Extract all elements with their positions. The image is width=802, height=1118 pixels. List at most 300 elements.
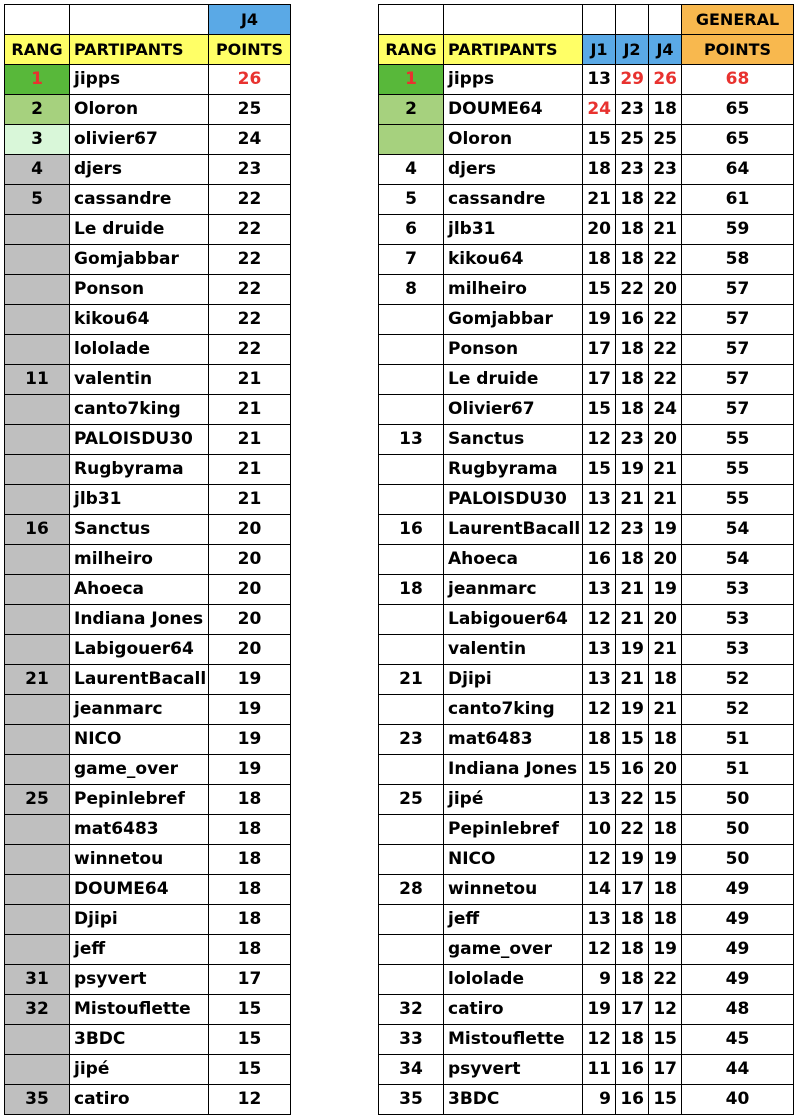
total-points-cell: 51	[682, 725, 794, 755]
rank-cell: 21	[5, 665, 70, 695]
rank-header: RANG	[5, 35, 70, 65]
table-row	[379, 605, 794, 635]
j2-cell: 21	[616, 605, 649, 635]
rank-cell: 11	[5, 365, 70, 395]
points-cell: 18	[209, 815, 291, 845]
total-points-cell: 58	[682, 245, 794, 275]
j4-cell: 21	[649, 635, 682, 665]
participant-name: Olivier67	[444, 395, 583, 425]
total-points-cell: 49	[682, 965, 794, 995]
j4-cell: 22	[649, 335, 682, 365]
j2-cell: 22	[616, 275, 649, 305]
total-points-cell: 55	[682, 485, 794, 515]
participant-name: psyvert	[70, 965, 209, 995]
table-row	[379, 935, 794, 965]
total-points-cell: 57	[682, 395, 794, 425]
blank-cell	[649, 5, 682, 35]
table-row	[5, 785, 291, 815]
participant-name: psyvert	[444, 1055, 583, 1085]
j2-cell: 19	[616, 455, 649, 485]
participant-name: lololade	[70, 335, 209, 365]
total-points-cell: 55	[682, 455, 794, 485]
total-points-cell: 57	[682, 275, 794, 305]
participant-name: milheiro	[444, 275, 583, 305]
table-row	[5, 965, 291, 995]
table-row	[379, 485, 794, 515]
j4-cell: 15	[649, 785, 682, 815]
table-row	[379, 155, 794, 185]
table-row	[5, 995, 291, 1025]
j4-cell: 18	[649, 815, 682, 845]
rank-cell: 5	[5, 185, 70, 215]
participant-name: winnetou	[70, 845, 209, 875]
blank-cell	[583, 5, 616, 35]
points-cell: 21	[209, 485, 291, 515]
points-cell: 21	[209, 425, 291, 455]
rank-cell	[379, 845, 444, 875]
participant-name: jipé	[444, 785, 583, 815]
points-cell: 19	[209, 725, 291, 755]
points-cell: 19	[209, 665, 291, 695]
j4-cell: 19	[649, 515, 682, 545]
table-row	[5, 845, 291, 875]
j4-cell: 19	[649, 845, 682, 875]
table-row	[379, 755, 794, 785]
rank-cell: 2	[379, 95, 444, 125]
rank-cell: 35	[5, 1085, 70, 1115]
rank-cell: 4	[5, 155, 70, 185]
table-row	[5, 305, 291, 335]
j2-cell: 19	[616, 635, 649, 665]
points-cell: 18	[209, 875, 291, 905]
j2-cell: 17	[616, 875, 649, 905]
participant-name: Oloron	[444, 125, 583, 155]
points-cell: 21	[209, 455, 291, 485]
j2-cell: 16	[616, 1085, 649, 1115]
points-cell: 22	[209, 215, 291, 245]
participant-name: mat6483	[444, 725, 583, 755]
j2-cell: 18	[616, 965, 649, 995]
j1-cell: 21	[583, 185, 616, 215]
participant-name: cassandre	[70, 185, 209, 215]
j4-cell: 15	[649, 1025, 682, 1055]
points-cell: 20	[209, 545, 291, 575]
j2-cell: 18	[616, 335, 649, 365]
rank-cell: 16	[5, 515, 70, 545]
j4-cell: 21	[649, 215, 682, 245]
j2-cell: 18	[616, 395, 649, 425]
points-cell: 19	[209, 695, 291, 725]
table-row	[5, 1025, 291, 1055]
j2-cell: 18	[616, 935, 649, 965]
j1-header: J1	[583, 35, 616, 65]
blank-cell	[5, 5, 70, 35]
table-row	[5, 695, 291, 725]
j1-cell: 12	[583, 845, 616, 875]
table-row	[5, 905, 291, 935]
table-row	[5, 515, 291, 545]
rank-cell	[5, 1055, 70, 1085]
rank-cell: 32	[379, 995, 444, 1025]
total-points-cell: 55	[682, 425, 794, 455]
j4-cell: 15	[649, 1085, 682, 1115]
rank-cell: 35	[379, 1085, 444, 1115]
points-cell: 18	[209, 905, 291, 935]
j1-cell: 12	[583, 515, 616, 545]
participant-name: Pepinlebref	[70, 785, 209, 815]
j4-cell: 22	[649, 245, 682, 275]
participant-name: catiro	[70, 1085, 209, 1115]
participant-name: Indiana Jones	[70, 605, 209, 635]
rank-cell: 21	[379, 665, 444, 695]
rank-cell: 28	[379, 875, 444, 905]
j1-cell: 13	[583, 635, 616, 665]
general-header-row	[379, 5, 794, 35]
rank-cell: 32	[5, 995, 70, 1025]
table-row	[5, 455, 291, 485]
participant-name: Djipi	[70, 905, 209, 935]
j1-cell: 12	[583, 425, 616, 455]
participant-name: cassandre	[444, 185, 583, 215]
rank-cell	[379, 485, 444, 515]
points-cell: 22	[209, 185, 291, 215]
participant-name: jeff	[444, 905, 583, 935]
j4-cell: 21	[649, 485, 682, 515]
total-points-cell: 61	[682, 185, 794, 215]
total-points-cell: 51	[682, 755, 794, 785]
rank-cell: 25	[379, 785, 444, 815]
j1-cell: 13	[583, 575, 616, 605]
total-points-cell: 53	[682, 575, 794, 605]
rank-cell: 4	[379, 155, 444, 185]
points-cell: 24	[209, 125, 291, 155]
rank-cell	[379, 605, 444, 635]
table-row	[5, 425, 291, 455]
participant-name: djers	[70, 155, 209, 185]
rank-cell	[5, 485, 70, 515]
rank-cell	[5, 755, 70, 785]
j4-cell: 20	[649, 275, 682, 305]
participant-name: Ponson	[444, 335, 583, 365]
j2-cell: 18	[616, 905, 649, 935]
points-cell: 22	[209, 305, 291, 335]
j2-cell: 25	[616, 125, 649, 155]
j2-cell: 15	[616, 725, 649, 755]
participant-name: NICO	[70, 725, 209, 755]
participant-name: mat6483	[70, 815, 209, 845]
blank-cell	[444, 5, 583, 35]
j1-cell: 19	[583, 305, 616, 335]
table-row	[379, 125, 794, 155]
j1-cell: 17	[583, 365, 616, 395]
points-cell: 18	[209, 935, 291, 965]
points-cell: 12	[209, 1085, 291, 1115]
j1-cell: 9	[583, 1085, 616, 1115]
rank-cell	[379, 335, 444, 365]
participant-name: canto7king	[70, 395, 209, 425]
j1-cell: 15	[583, 755, 616, 785]
participant-name: 3BDC	[444, 1085, 583, 1115]
rank-cell	[5, 215, 70, 245]
total-points-cell: 57	[682, 335, 794, 365]
j4-cell: 19	[649, 575, 682, 605]
points-cell: 15	[209, 995, 291, 1025]
table-row	[379, 815, 794, 845]
table-row	[379, 365, 794, 395]
table-row	[5, 665, 291, 695]
participant-name: DOUME64	[444, 95, 583, 125]
participant-name: Indiana Jones	[444, 755, 583, 785]
j4-cell: 18	[649, 665, 682, 695]
j1-cell: 14	[583, 875, 616, 905]
total-points-cell: 57	[682, 365, 794, 395]
participant-name: kikou64	[70, 305, 209, 335]
table-row	[5, 575, 291, 605]
j2-cell: 18	[616, 215, 649, 245]
round-header: J4	[209, 5, 291, 35]
column-header-row	[5, 35, 291, 65]
table-row	[379, 1025, 794, 1055]
total-points-cell: 54	[682, 545, 794, 575]
points-cell: 20	[209, 575, 291, 605]
rank-cell	[5, 275, 70, 305]
participant-name: jeanmarc	[70, 695, 209, 725]
j2-cell: 16	[616, 755, 649, 785]
j4-cell: 22	[649, 365, 682, 395]
rank-cell	[5, 545, 70, 575]
table-row	[5, 485, 291, 515]
participant-name: Mistouflette	[444, 1025, 583, 1055]
table-row	[379, 95, 794, 125]
total-points-cell: 59	[682, 215, 794, 245]
j1-cell: 18	[583, 245, 616, 275]
j4-cell: 22	[649, 965, 682, 995]
rank-cell	[5, 845, 70, 875]
participant-name: Labigouer64	[70, 635, 209, 665]
total-points-cell: 49	[682, 875, 794, 905]
j2-cell: 22	[616, 785, 649, 815]
participant-name: Oloron	[70, 95, 209, 125]
column-header-row	[379, 35, 794, 65]
table-row	[379, 635, 794, 665]
table-row	[379, 1055, 794, 1085]
points-cell: 20	[209, 605, 291, 635]
j2-cell: 23	[616, 95, 649, 125]
j4-cell: 20	[649, 605, 682, 635]
rank-cell: 34	[379, 1055, 444, 1085]
table-row	[379, 845, 794, 875]
rank-cell: 33	[379, 1025, 444, 1055]
participant-name: Ponson	[70, 275, 209, 305]
points-cell: 18	[209, 785, 291, 815]
participant-name: Labigouer64	[444, 605, 583, 635]
rank-cell: 7	[379, 245, 444, 275]
rank-cell	[5, 695, 70, 725]
j4-cell: 22	[649, 305, 682, 335]
rank-cell: 13	[379, 425, 444, 455]
j1-cell: 9	[583, 965, 616, 995]
round-ranking-table	[4, 4, 291, 1115]
rank-cell: 3	[5, 125, 70, 155]
participant-name: jipps	[70, 65, 209, 95]
table-row	[5, 935, 291, 965]
j1-cell: 15	[583, 455, 616, 485]
participant-name: Le druide	[70, 215, 209, 245]
j2-cell: 21	[616, 575, 649, 605]
j1-cell: 12	[583, 1025, 616, 1055]
j1-cell: 18	[583, 725, 616, 755]
rank-cell	[5, 635, 70, 665]
total-points-cell: 48	[682, 995, 794, 1025]
participant-name: Gomjabbar	[444, 305, 583, 335]
participant-name: Rugbyrama	[70, 455, 209, 485]
points-cell: 21	[209, 365, 291, 395]
points-cell: 20	[209, 635, 291, 665]
table-row	[379, 665, 794, 695]
j2-cell: 23	[616, 155, 649, 185]
j2-cell: 19	[616, 845, 649, 875]
round-header-row	[5, 5, 291, 35]
j1-cell: 18	[583, 155, 616, 185]
j4-cell: 17	[649, 1055, 682, 1085]
table-row	[5, 65, 291, 95]
table-row	[5, 125, 291, 155]
general-header: GENERAL	[682, 5, 794, 35]
rank-cell	[379, 755, 444, 785]
j2-cell: 21	[616, 485, 649, 515]
table-row	[379, 1085, 794, 1115]
j1-cell: 13	[583, 485, 616, 515]
rank-cell: 8	[379, 275, 444, 305]
participant-name: Sanctus	[70, 515, 209, 545]
participant-name: jeanmarc	[444, 575, 583, 605]
points-cell: 22	[209, 335, 291, 365]
total-points-cell: 49	[682, 905, 794, 935]
total-points-cell: 53	[682, 605, 794, 635]
rank-cell: 18	[379, 575, 444, 605]
rank-cell	[5, 605, 70, 635]
participant-name: 3BDC	[70, 1025, 209, 1055]
rank-cell	[5, 575, 70, 605]
points-cell: 18	[209, 845, 291, 875]
total-points-cell: 40	[682, 1085, 794, 1115]
table-row	[5, 245, 291, 275]
rank-cell	[379, 395, 444, 425]
participant-name: Mistouflette	[70, 995, 209, 1025]
table-row	[5, 335, 291, 365]
table-row	[379, 335, 794, 365]
rank-cell	[379, 545, 444, 575]
table-row	[5, 815, 291, 845]
rank-cell: 16	[379, 515, 444, 545]
j4-cell: 18	[649, 875, 682, 905]
table-row	[379, 185, 794, 215]
j2-cell: 22	[616, 815, 649, 845]
j4-cell: 24	[649, 395, 682, 425]
j1-cell: 13	[583, 665, 616, 695]
participant-name: game_over	[444, 935, 583, 965]
j2-cell: 18	[616, 185, 649, 215]
rank-cell: 6	[379, 215, 444, 245]
participant-name: lololade	[444, 965, 583, 995]
points-cell: 19	[209, 755, 291, 785]
participant-name: jipé	[70, 1055, 209, 1085]
total-points-cell: 53	[682, 635, 794, 665]
table-row	[5, 605, 291, 635]
total-points-cell: 50	[682, 845, 794, 875]
j4-cell: 18	[649, 905, 682, 935]
total-points-cell: 50	[682, 815, 794, 845]
participant-name: Sanctus	[444, 425, 583, 455]
rank-cell	[379, 305, 444, 335]
participant-name: olivier67	[70, 125, 209, 155]
rank-cell	[379, 635, 444, 665]
participant-name: NICO	[444, 845, 583, 875]
total-points-cell: 65	[682, 125, 794, 155]
rank-cell	[5, 815, 70, 845]
table-row	[379, 695, 794, 725]
rank-cell	[379, 905, 444, 935]
blank-cell	[616, 5, 649, 35]
total-points-cell: 65	[682, 95, 794, 125]
rank-header: RANG	[379, 35, 444, 65]
total-points-cell: 57	[682, 305, 794, 335]
rank-cell	[5, 425, 70, 455]
j4-cell: 22	[649, 185, 682, 215]
participant-name: Ahoeca	[444, 545, 583, 575]
j1-cell: 24	[583, 95, 616, 125]
participant-name: Ahoeca	[70, 575, 209, 605]
participant-name: winnetou	[444, 875, 583, 905]
participant-name: PALOISDU30	[444, 485, 583, 515]
participant-name: catiro	[444, 995, 583, 1025]
total-points-cell: 68	[682, 65, 794, 95]
table-row	[379, 305, 794, 335]
rank-cell	[5, 935, 70, 965]
total-points-cell: 64	[682, 155, 794, 185]
j4-cell: 12	[649, 995, 682, 1025]
participant-name: Rugbyrama	[444, 455, 583, 485]
table-row	[379, 215, 794, 245]
points-cell: 22	[209, 245, 291, 275]
table-row	[5, 215, 291, 245]
j2-cell: 18	[616, 1025, 649, 1055]
table-row	[5, 635, 291, 665]
participant-name: jipps	[444, 65, 583, 95]
participant-name: Pepinlebref	[444, 815, 583, 845]
table-row	[5, 1085, 291, 1115]
participants-header: PARTIPANTS	[444, 35, 583, 65]
table-row	[379, 995, 794, 1025]
j4-cell: 26	[649, 65, 682, 95]
j2-cell: 21	[616, 665, 649, 695]
j1-cell: 17	[583, 335, 616, 365]
points-header: POINTS	[209, 35, 291, 65]
table-row	[5, 545, 291, 575]
table-row	[5, 725, 291, 755]
rank-cell	[5, 245, 70, 275]
table-row	[5, 275, 291, 305]
table-row	[379, 545, 794, 575]
table-row	[5, 365, 291, 395]
rank-cell: 5	[379, 185, 444, 215]
participant-name: valentin	[444, 635, 583, 665]
participant-name: jlb31	[444, 215, 583, 245]
rank-cell: 1	[379, 65, 444, 95]
total-points-cell: 45	[682, 1025, 794, 1055]
total-points-cell: 50	[682, 785, 794, 815]
table-row	[379, 965, 794, 995]
